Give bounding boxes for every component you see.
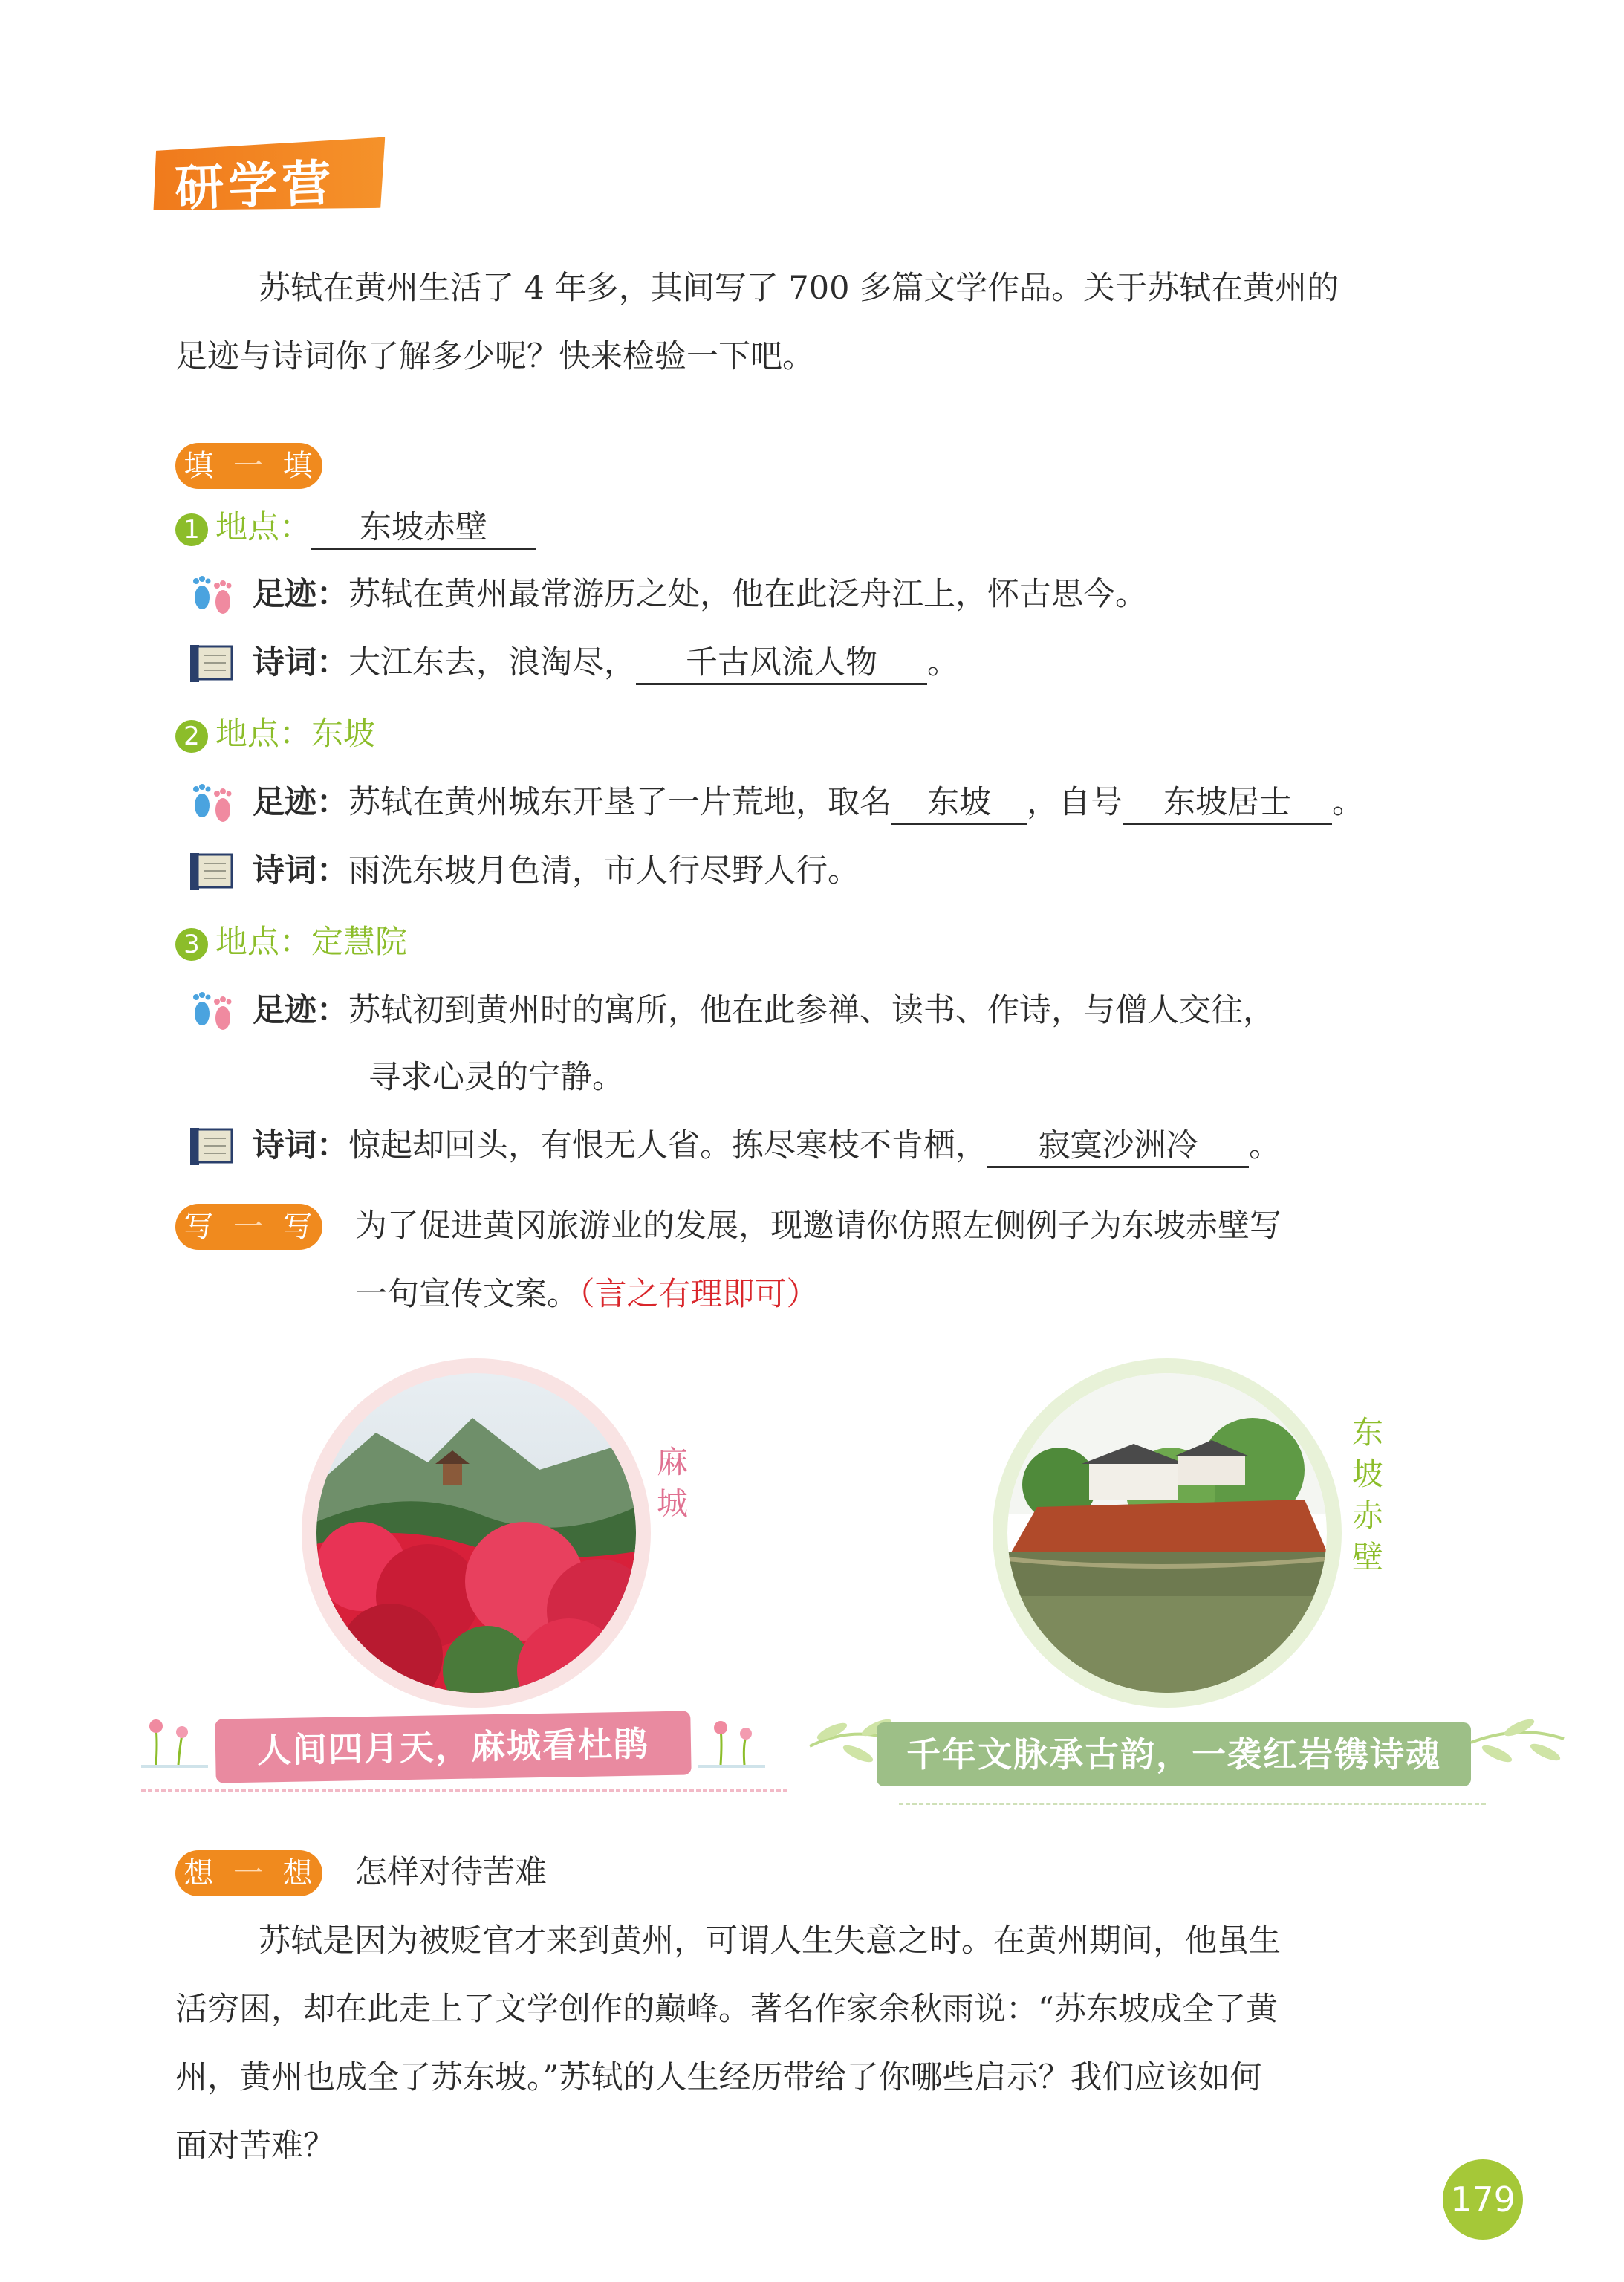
book-icon — [186, 1124, 239, 1168]
page-number: 179 — [1443, 2159, 1523, 2240]
fill-tag-char-2: 一 — [233, 449, 264, 483]
think-tag-char-2: 一 — [233, 1856, 264, 1890]
item-2-poem-label: 诗词： — [253, 852, 348, 889]
item-2-answer-b: 东坡居士 — [1123, 782, 1332, 825]
footprints-icon — [186, 572, 239, 617]
item-2-poem — [253, 849, 860, 893]
right-label-char-3: 赤 — [1352, 1497, 1384, 1534]
fill-tag-char-3: 填 — [282, 449, 314, 483]
item-2-footprint-text-a: 苏轼在黄州城东开垦了一片荒地，取名 — [348, 784, 891, 821]
item-1-location-answer: 东坡赤壁 — [311, 508, 536, 550]
item-2-answer-a: 东坡 — [891, 782, 1027, 825]
write-tag — [175, 1204, 322, 1250]
flower-icon — [141, 1713, 208, 1772]
think-tag-char-1: 想 — [183, 1856, 215, 1890]
item-3-poem-label: 诗词： — [253, 1127, 348, 1164]
item-1-poem — [253, 641, 959, 685]
item-1-footprint-text: 苏轼在黄州最常游历之处，他在此泛舟江上，怀古思今。 — [348, 576, 1147, 613]
write-tag-char-1: 写 — [183, 1210, 215, 1244]
write-tag-char-3: 写 — [282, 1210, 314, 1244]
write-line-2 — [355, 1272, 819, 1317]
item-2-number: 2 — [175, 720, 208, 753]
item-2-location — [175, 712, 375, 756]
item-3-footprint — [253, 988, 1275, 1033]
item-3-poem — [253, 1124, 1281, 1168]
write-line-1: 为了促进黄冈旅游业的发展，现邀请你仿照左侧例子为东坡赤壁写 — [355, 1208, 1282, 1245]
right-label-char-4: 壁 — [1352, 1539, 1384, 1575]
item-2-location-label: 地点：东坡 — [215, 716, 375, 753]
item-3-footprint-label: 足迹： — [253, 992, 348, 1029]
think-paragraph-line-1: 苏轼是因为被贬官才来到黄州，可谓人生失意之时。在黄州期间，他虽生 — [259, 1922, 1281, 1960]
book-icon — [186, 849, 239, 893]
fill-tag — [175, 443, 322, 489]
item-1-poem-answer: 千古风流人物 — [636, 643, 927, 685]
item-1-footprint — [253, 572, 1147, 617]
write-tag-char-2: 一 — [233, 1210, 264, 1244]
write-answer-hint: （言之有理即可） — [579, 1276, 819, 1313]
book-icon — [186, 641, 239, 685]
item-3-location-label: 地点：定慧院 — [215, 924, 407, 961]
item-2-footprint-end: 。 — [1332, 784, 1364, 821]
left-label-char-2: 城 — [657, 1485, 689, 1522]
footprints-icon — [186, 780, 239, 825]
azalea-mountain-photo — [316, 1373, 636, 1693]
think-paragraph-line-3: 州，黄州也成全了苏东坡。”苏轼的人生经历带给了你哪些启示？我们应该如何 — [175, 2059, 1262, 2096]
leaf-icon — [1467, 1702, 1571, 1783]
item-1-poem-label: 诗词： — [253, 644, 348, 681]
left-caption-dash — [141, 1789, 787, 1792]
item-2-poem-text: 雨洗东坡月色清，市人行尽野人行。 — [348, 852, 860, 889]
right-caption-banner — [877, 1722, 1471, 1786]
left-label-char-1: 麻 — [657, 1444, 689, 1480]
left-caption-banner — [215, 1711, 691, 1783]
item-1-location-label: 地点： — [215, 509, 311, 546]
think-tag-char-3: 想 — [282, 1856, 314, 1890]
flower-icon — [698, 1713, 765, 1772]
right-caption-dash — [899, 1803, 1486, 1805]
item-1-poem-text: 大江东去，浪淘尽， — [348, 644, 636, 681]
item-3-poem-end: 。 — [1249, 1127, 1281, 1164]
item-3-poem-text: 惊起却回头，有恨无人省。拣尽寒枝不肯栖， — [348, 1127, 987, 1164]
item-3-number: 3 — [175, 928, 208, 961]
intro-line-2: 足迹与诗词你了解多少呢？快来检验一下吧。 — [175, 338, 814, 375]
item-3-poem-answer: 寂寞沙洲冷 — [987, 1126, 1249, 1168]
item-2-footprint-label: 足迹： — [253, 784, 348, 821]
item-3-location — [175, 920, 407, 965]
item-3-footprint-text-1: 苏轼初到黄州时的寓所，他在此参禅、读书、作诗，与僧人交往， — [348, 992, 1275, 1029]
think-paragraph-line-4: 面对苦难？ — [175, 2127, 335, 2165]
left-caption-text: 人间四月天，麻城看杜鹃 — [256, 1723, 650, 1771]
item-2-footprint-text-b: ，自号 — [1027, 784, 1123, 821]
fill-tag-char-1: 填 — [183, 449, 215, 483]
think-tag — [175, 1850, 322, 1896]
item-1-poem-end: 。 — [927, 644, 959, 681]
item-1-location — [175, 505, 536, 550]
section-title-banner — [151, 130, 388, 221]
think-subtitle: 怎样对待苦难 — [355, 1854, 547, 1891]
item-3-footprint-text-2: 寻求心灵的宁静。 — [368, 1059, 624, 1096]
right-label-char-2: 坡 — [1352, 1456, 1384, 1492]
item-2-footprint — [253, 780, 1364, 825]
right-caption-text: 千年文脉承古韵，一袭红岩镌诗魂 — [906, 1734, 1441, 1774]
item-1-footprint-label: 足迹： — [253, 576, 348, 613]
red-cliff-photo — [1007, 1373, 1327, 1693]
think-paragraph-line-2: 活穷困，却在此走上了文学创作的巅峰。著名作家余秋雨说：“苏东坡成全了黄 — [175, 1991, 1278, 2028]
footprints-icon — [186, 988, 239, 1033]
write-line-2-text: 一句宣传文案。 — [355, 1276, 579, 1313]
right-photo-label — [1352, 1412, 1383, 1578]
section-title: 研学营 — [174, 154, 337, 218]
intro-line-1: 苏轼在黄州生活了 4 年多，其间写了 700 多篇文学作品。关于苏轼在黄州的 — [259, 270, 1339, 307]
left-photo-label — [657, 1442, 688, 1525]
right-label-char-1: 东 — [1352, 1414, 1384, 1450]
item-1-number: 1 — [175, 513, 208, 546]
